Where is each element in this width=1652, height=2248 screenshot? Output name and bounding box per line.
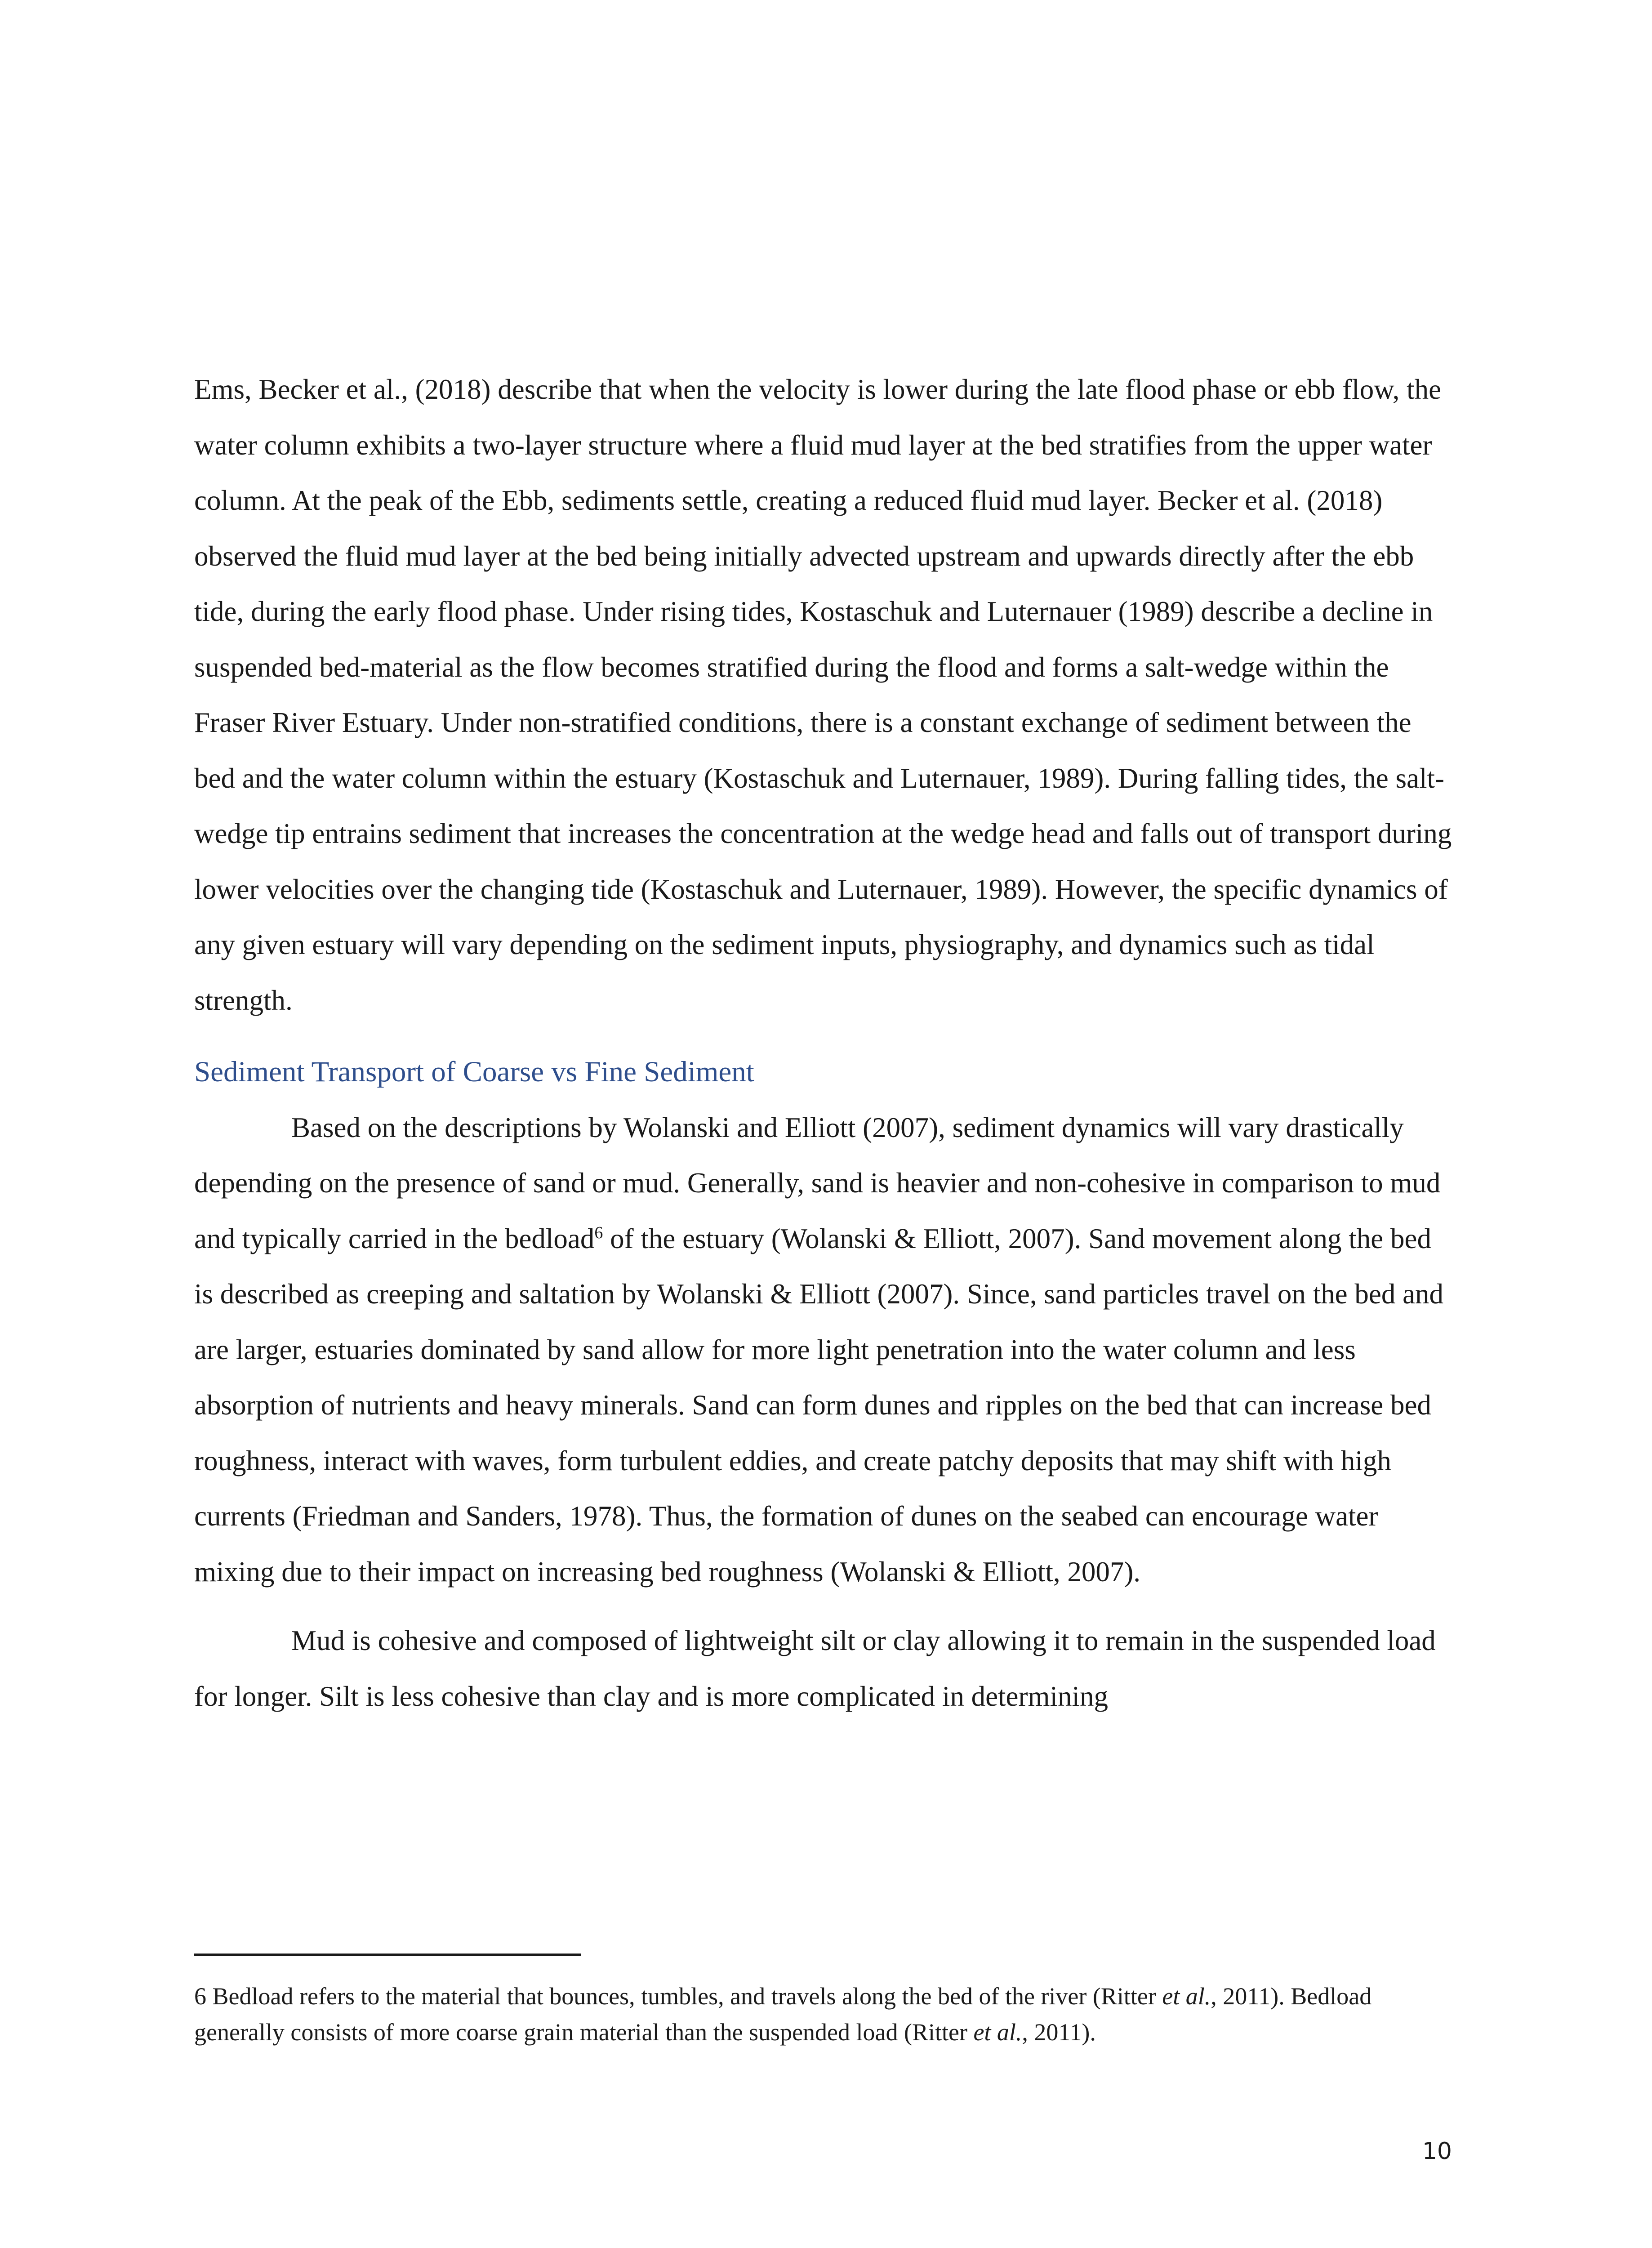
footnote-text-1: Bedload refers to the material that bounces, tumbles, and travels along the bed of the river (Ritter: [206, 1983, 1162, 2010]
section-heading: Sediment Transport of Coarse vs Fine Sediment: [194, 1056, 754, 1088]
footnote: [194, 1978, 1466, 2050]
footnote-reference: 6: [594, 1223, 603, 1242]
paragraph-1: Ems, Becker et al., (2018) describe that when the velocity is lower during the late flood phase or ebb flow, the water column exhibits a two-layer structure where a fluid mud layer at the bed stratifies from the upper water column. At the peak of the Ebb, sediments settle, creating a reduced fluid mud layer. Becker et al. (2018) observed the fluid mud layer at the bed being initially advected upstream and upwards directly after the ebb tide, during the early flood phase. Under rising tides, Kostaschuk and Luternauer (1989) describe a decline in suspended bed-material as the flow becomes stratified during the flood and forms a salt-wedge within the Fraser River Estuary. Under non-stratified conditions, there is a constant exchange of sediment between the bed and the water column within the estuary (Kostaschuk and Luternauer, 1989). During falling tides, the salt-wedge tip entrains sediment that increases the concentration at the wedge head and falls out of transport during lower velocities over the changing tide (Kostaschuk and Luternauer, 1989). However, the specific dynamics of any given estuary will vary depending on the sediment inputs, physiography, and dynamics such as tidal strength.: [194, 374, 1452, 1016]
footnote-text-3: , 2011).: [1022, 2019, 1096, 2046]
paragraph-2-text-end: of the estuary (Wolanski & Elliott, 2007). Sand movement along the bed is described as creeping and saltation by Wolanski & Elliott (2007). Since, sand particles travel on the bed and are larger, estuaries dominated by sand allow for more light penetration into the water column and less absorption of nutrients and heavy minerals. Sand can form dunes and ripples on the bed that can increase bed roughness, interact with waves, form turbulent eddies, and create patchy deposits that may shift with high currents (Friedman and Sanders, 1978). Thus, the formation of dunes on the seabed can encourage water mixing due to their impact on increasing bed roughness (Wolanski & Elliott, 2007).: [194, 1222, 1444, 1588]
body-text: [194, 362, 1453, 1724]
footnote-number: 6: [194, 1983, 206, 2010]
footnote-text-2: , 2011). Bedload generally consists of more coarse grain material than the suspended load (Ritter: [194, 1983, 1372, 2046]
paragraph-2-text-start: Based on the descriptions by Wolanski and Elliott (2007), sediment dynamics will vary drastically depending on the presence of sand or mud. Generally, sand is heavier and non-cohesive in comparison to mud and typically carried in the bedload: [194, 1111, 1441, 1254]
footnote-italic-1: et al.: [1162, 1983, 1211, 2010]
footnote-separator: [194, 1954, 581, 1956]
paragraph-3: Mud is cohesive and composed of lightweight silt or clay allowing it to remain in the suspended load for longer. Silt is less cohesive than clay and is more complicated in determining: [194, 1625, 1436, 1712]
footnote-italic-2: et al.: [973, 2019, 1022, 2046]
page-number: 10: [1422, 2138, 1452, 2165]
paragraph-2: [194, 1100, 1453, 1600]
